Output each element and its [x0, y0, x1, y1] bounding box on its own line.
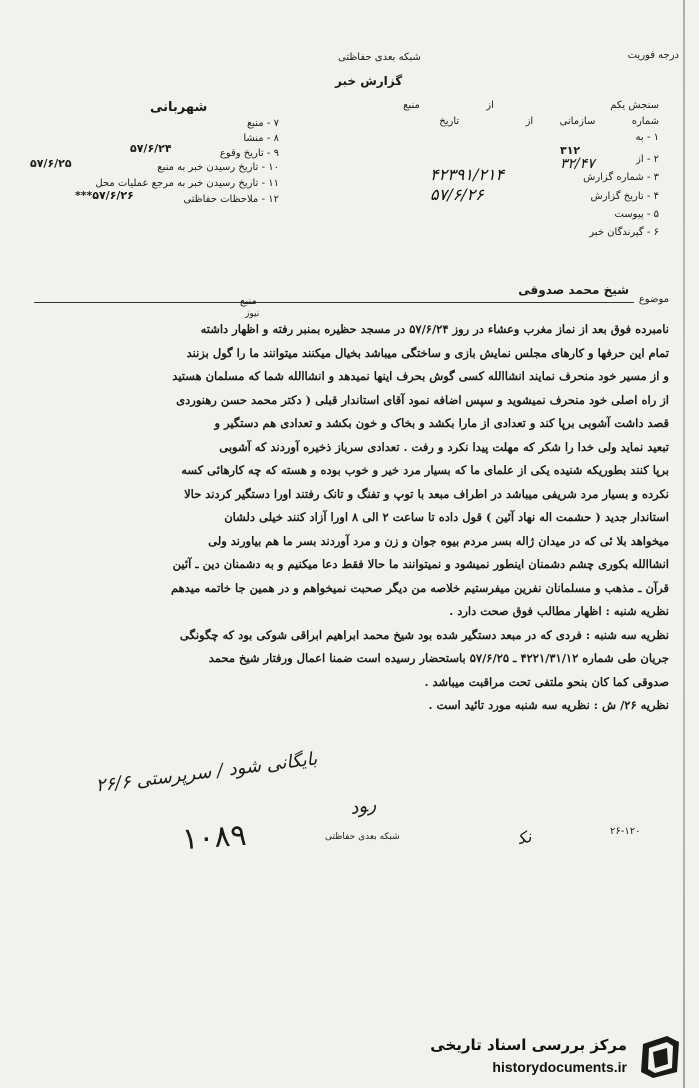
- body-line: جریان طی شماره ۴۲۲۱/۳۱/۱۲ ـ ۵۷/۶/۲۵ باستحضار رسیده است ضمنا اعمال ورفتار شیخ محمد: [208, 651, 669, 665]
- body-line: نظریه شنبه : اظهار مطالب فوق صحت دارد .: [449, 604, 669, 618]
- field-security-notes-value: ***۵۷/۶/۲۶: [75, 189, 134, 202]
- body-line: استاندار جدید ( حشمت اله نهاد آئین ) قول داده تا ساعت ۲ الی ۸ اورا آزاد کنند خیلی دلشان: [224, 510, 669, 524]
- subject-label: موضوع: [638, 294, 669, 305]
- body-line: نکرده و بسیار مرد شریفی میباشد در اطراف مبعد با توپ و تفنگ و تانک رفتند اورا دستگیر کردند حالا: [184, 486, 669, 501]
- urgency-label: درجه فوریت: [627, 50, 679, 61]
- body-line: نظریه سه شنبه : فردی که در مبعد دستگیر شده بود شیخ محمد ابراهیم ابراقی شوکی بود که چگونگی: [179, 627, 669, 642]
- field-report-date-value: ۵۷/۶/۲۶: [430, 185, 484, 204]
- org-name: شبکه بعدی حفاظتی: [338, 52, 421, 63]
- field-mid: از: [525, 116, 534, 127]
- second-signature-mark: ﻧﮑ: [516, 826, 534, 849]
- field-to: ۱ - به: [635, 132, 659, 143]
- field-security-notes: ۱۲ - ملاحظات حفاظتی: [183, 194, 279, 205]
- field-mid2: تاریخ: [439, 116, 460, 127]
- field-to-value: ۳۱۲: [560, 144, 581, 157]
- field-report-number: ۳ - شماره گزارش: [583, 172, 659, 183]
- field-from: ۲ - از: [636, 154, 659, 165]
- signature-mark: ﺭﻮﺩ: [348, 793, 378, 820]
- subject-underline: [34, 302, 634, 303]
- body-line: نامبرده فوق بعد از نماز مغرب وعشاء در روز ۵۷/۶/۲۴ در مسجد حظیره بمنبر رفته و اظهار داشته: [200, 322, 669, 336]
- body-line: قصد داشت آشوبی برپا کند و تعدادی از مارا بکشد و بخاک و خون بکشد و تعدادی هم دستگیر و: [214, 416, 669, 430]
- body-line: میخواهد بلا ئی که در میدان ژاله بسر مردم بیوه جوان و زن و مرد آوردند بسر ما هم بیاورند ولی: [208, 533, 669, 548]
- body-line: از راه اصلی خود منحرف نمیشوید و سپس اضافه نمود آقای استاندار قبلی ( دکتر محمد حسن رهنوردی: [176, 392, 669, 407]
- report-body: [29, 318, 669, 718]
- field-mid: از: [486, 100, 494, 111]
- field-row-2: [439, 114, 659, 130]
- field-received-date: ۱۰ - تاریخ رسیدن خبر به منبع: [157, 162, 279, 173]
- source-sub: نیوز: [245, 309, 260, 319]
- archive-logo-icon: [637, 1034, 683, 1080]
- field-source-value: شهربانی: [150, 100, 208, 115]
- handwritten-number: ۱۰۸۹: [180, 817, 248, 858]
- body-line: تمام این حرفها و کارهای مجلس نمایش بازی و ساختگی میباشد بخیال میکنند میتوانند ما را گول بزنند: [186, 345, 669, 360]
- field-value: سازمانی: [559, 116, 596, 127]
- archive-watermark: [417, 1032, 687, 1082]
- body-line: تبعید نماید ولی خدا را شکر که مهلت پیدا نکرد و رفت . تعدادی سرباز ذخیره آوردند که آشوبی: [219, 439, 669, 454]
- field-from-value: ۳۲/۴۷: [560, 156, 595, 172]
- subject-text: شیخ محمد صدوقی: [518, 283, 629, 297]
- signature-label: شبکه بعدی حفاظتی: [325, 832, 400, 842]
- body-line: برپا کنند بطوریکه شنیده یکی از علمای ما که بسیار مرد خیر و خوب بوده و هسته که چه کارهائی کسه: [181, 463, 669, 477]
- field-recipients: ۶ - گیرندگان خبر: [589, 227, 659, 238]
- source-label: منبع: [240, 296, 257, 307]
- page-reference: ۲۶-۱۲۰: [610, 826, 641, 837]
- field-mid2: منبع: [403, 100, 420, 111]
- field-label: سنجش یکم: [610, 100, 659, 111]
- body-line: نظریه ۲۶/ ش : نظریه سه شنبه مورد تائید است .: [428, 698, 669, 712]
- field-label: شماره: [631, 116, 659, 127]
- field-ops-date: ۱۱ - تاریخ رسیدن خبر به مرجع عملیات محل: [95, 178, 279, 189]
- field-received-date-value: ۵۷/۶/۲۵: [30, 157, 72, 170]
- field-attachment: ۵ - پیوست: [614, 209, 659, 220]
- field-source: ۷ - منبع: [246, 118, 279, 129]
- field-report-number-value: ۴۲۳۹۱/۲۱۴: [430, 165, 505, 184]
- field-occurrence-date-value: ۵۷/۶/۲۴: [130, 142, 172, 155]
- archive-url: historydocuments.ir: [492, 1059, 627, 1075]
- body-line: و از مسیر خود منحرف نمایند انشاالله کسی گوش بحرف اینها نمیدهد و انشاالله شما که مسلمان هستید: [172, 369, 669, 383]
- field-row-1: [403, 98, 659, 114]
- body-line: قرآن ـ مذهب و مسلمانان نفرین میفرستیم خلاصه من دیگر صحبت نمیخواهم و در همین جا خاتمه میدهم: [170, 580, 669, 595]
- body-line: صدوقی کما کان بنحو ملتفی تحت مراقبت میباشد .: [424, 674, 669, 689]
- field-occurrence-date: ۹ - تاریخ وقوع: [219, 148, 279, 159]
- handwritten-note: بایگانی شود / سرپرستی ۲۶/۶: [94, 748, 319, 797]
- field-origin: ۸ - منشا: [243, 133, 279, 144]
- body-line: انشاالله بکوری چشم دشمنان اینطور نمیشود و نمیتوانند ما حالا فقط دعا میکنیم و به دشمنان دین ـ آئین: [172, 557, 669, 571]
- archive-name: مرکز بررسی اسناد تاریخی: [430, 1036, 627, 1054]
- scan-edge: [683, 0, 685, 1088]
- report-title: گزارش خبر: [335, 74, 403, 88]
- field-report-date: ۴ - تاریخ گزارش: [590, 191, 659, 202]
